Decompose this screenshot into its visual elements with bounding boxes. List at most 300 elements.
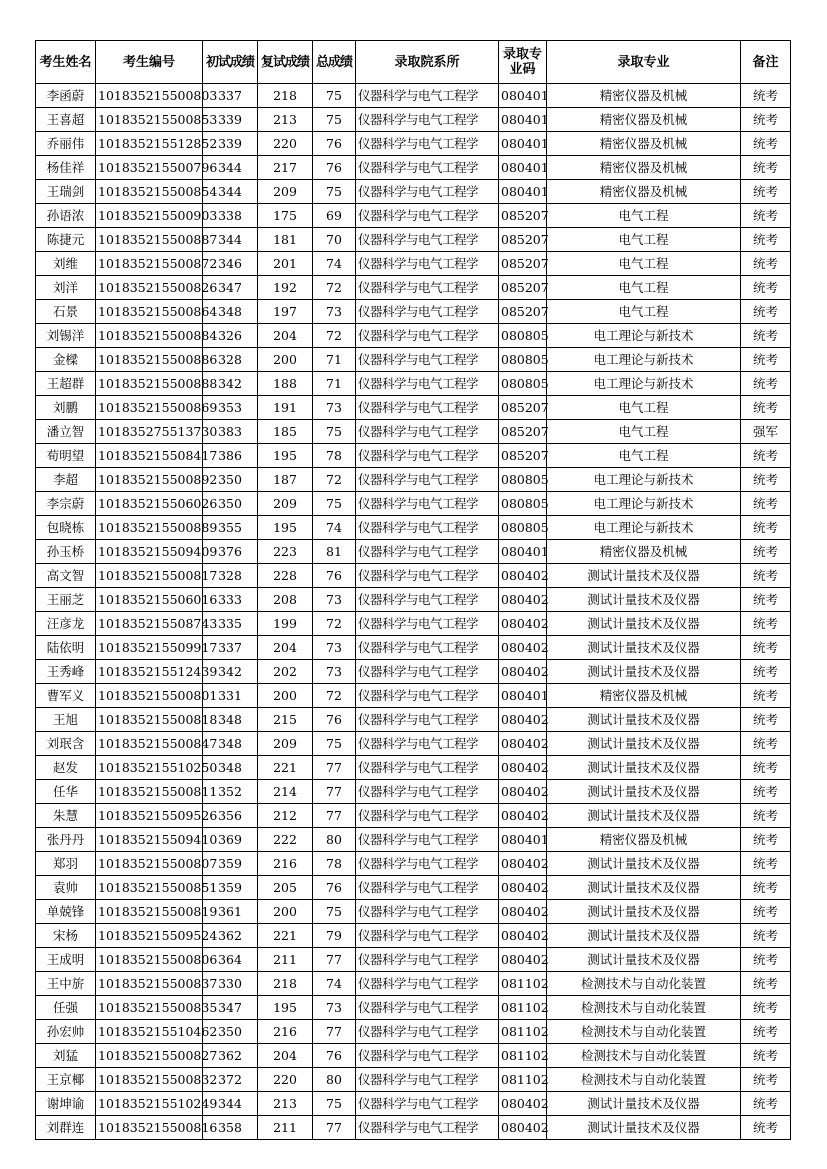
cell-department: 仪器科学与电气工程学 xyxy=(356,180,499,204)
cell-total-score: 78 xyxy=(313,444,356,468)
cell-major-code: 080401 xyxy=(499,684,547,708)
cell-initial-score: 344 xyxy=(203,228,258,252)
cell-department: 仪器科学与电气工程学 xyxy=(356,228,499,252)
cell-candidate-id: 101835215512439 xyxy=(96,660,203,684)
cell-initial-score: 350 xyxy=(203,1020,258,1044)
cell-retest-score: 228 xyxy=(258,564,313,588)
cell-initial-score: 348 xyxy=(203,756,258,780)
cell-retest-score: 185 xyxy=(258,420,313,444)
cell-name: 刘维 xyxy=(36,252,96,276)
cell-major-code: 080402 xyxy=(499,1116,547,1140)
cell-total-score: 72 xyxy=(313,612,356,636)
cell-major-code: 080805 xyxy=(499,348,547,372)
cell-retest-score: 218 xyxy=(258,84,313,108)
cell-initial-score: 362 xyxy=(203,924,258,948)
cell-major: 电气工程 xyxy=(547,396,741,420)
cell-candidate-id: 101835215500816 xyxy=(96,1116,203,1140)
cell-initial-score: 337 xyxy=(203,84,258,108)
cell-candidate-id: 101835215500854 xyxy=(96,180,203,204)
cell-candidate-id: 101835215500807 xyxy=(96,852,203,876)
cell-name: 曹军义 xyxy=(36,684,96,708)
cell-total-score: 77 xyxy=(313,948,356,972)
cell-department: 仪器科学与电气工程学 xyxy=(356,732,499,756)
table-row xyxy=(36,228,791,252)
table-row xyxy=(36,180,791,204)
cell-department: 仪器科学与电气工程学 xyxy=(356,132,499,156)
cell-name: 李超 xyxy=(36,468,96,492)
cell-candidate-id: 101835215500889 xyxy=(96,516,203,540)
cell-department: 仪器科学与电气工程学 xyxy=(356,276,499,300)
cell-candidate-id: 101835215500853 xyxy=(96,108,203,132)
cell-retest-score: 175 xyxy=(258,204,313,228)
cell-remark: 统考 xyxy=(741,708,791,732)
cell-major: 测试计量技术及仪器 xyxy=(547,588,741,612)
cell-remark: 统考 xyxy=(741,660,791,684)
cell-retest-score: 209 xyxy=(258,732,313,756)
cell-major: 电工理论与新技术 xyxy=(547,348,741,372)
cell-major-code: 080401 xyxy=(499,156,547,180)
cell-major: 测试计量技术及仪器 xyxy=(547,780,741,804)
cell-name: 刘洋 xyxy=(36,276,96,300)
cell-candidate-id: 101835215500803 xyxy=(96,84,203,108)
cell-retest-score: 217 xyxy=(258,156,313,180)
cell-department: 仪器科学与电气工程学 xyxy=(356,444,499,468)
cell-candidate-id: 101835215500884 xyxy=(96,324,203,348)
cell-department: 仪器科学与电气工程学 xyxy=(356,84,499,108)
cell-department: 仪器科学与电气工程学 xyxy=(356,1020,499,1044)
cell-remark: 统考 xyxy=(741,300,791,324)
cell-retest-score: 200 xyxy=(258,900,313,924)
cell-major: 电气工程 xyxy=(547,228,741,252)
cell-retest-score: 221 xyxy=(258,756,313,780)
cell-candidate-id: 101835275513730 xyxy=(96,420,203,444)
cell-initial-score: 362 xyxy=(203,1044,258,1068)
cell-candidate-id: 101835215500818 xyxy=(96,708,203,732)
cell-major-code: 080805 xyxy=(499,372,547,396)
cell-department: 仪器科学与电气工程学 xyxy=(356,1092,499,1116)
admission-table xyxy=(35,40,791,1140)
cell-name: 刘鹏 xyxy=(36,396,96,420)
cell-remark: 统考 xyxy=(741,900,791,924)
cell-total-score: 77 xyxy=(313,780,356,804)
cell-initial-score: 352 xyxy=(203,780,258,804)
cell-total-score: 75 xyxy=(313,108,356,132)
cell-retest-score: 204 xyxy=(258,1044,313,1068)
cell-initial-score: 386 xyxy=(203,444,258,468)
cell-major: 测试计量技术及仪器 xyxy=(547,636,741,660)
cell-candidate-id: 101835215512852 xyxy=(96,132,203,156)
cell-total-score: 76 xyxy=(313,564,356,588)
table-row xyxy=(36,156,791,180)
cell-initial-score: 355 xyxy=(203,516,258,540)
cell-total-score: 77 xyxy=(313,1020,356,1044)
cell-initial-score: 344 xyxy=(203,180,258,204)
cell-retest-score: 222 xyxy=(258,828,313,852)
cell-department: 仪器科学与电气工程学 xyxy=(356,396,499,420)
cell-retest-score: 191 xyxy=(258,396,313,420)
cell-candidate-id: 101835215500886 xyxy=(96,348,203,372)
cell-candidate-id: 101835215500872 xyxy=(96,252,203,276)
cell-candidate-id: 101835215509526 xyxy=(96,804,203,828)
cell-name: 郑羽 xyxy=(36,852,96,876)
cell-name: 杨佳祥 xyxy=(36,156,96,180)
cell-name: 李宗蔚 xyxy=(36,492,96,516)
table-row xyxy=(36,924,791,948)
cell-major: 测试计量技术及仪器 xyxy=(547,924,741,948)
cell-name: 刘猛 xyxy=(36,1044,96,1068)
cell-retest-score: 200 xyxy=(258,684,313,708)
cell-major-code: 080402 xyxy=(499,900,547,924)
cell-candidate-id: 101835215510249 xyxy=(96,1092,203,1116)
cell-name: 王成明 xyxy=(36,948,96,972)
cell-retest-score: 220 xyxy=(258,1068,313,1092)
cell-remark: 统考 xyxy=(741,252,791,276)
cell-initial-score: 338 xyxy=(203,204,258,228)
cell-major-code: 080401 xyxy=(499,180,547,204)
cell-major: 电气工程 xyxy=(547,444,741,468)
table-row xyxy=(36,756,791,780)
table-row xyxy=(36,684,791,708)
cell-department: 仪器科学与电气工程学 xyxy=(356,420,499,444)
cell-major: 精密仪器及机械 xyxy=(547,108,741,132)
cell-major: 精密仪器及机械 xyxy=(547,828,741,852)
cell-retest-score: 205 xyxy=(258,876,313,900)
cell-major-code: 081102 xyxy=(499,1068,547,1092)
cell-total-score: 70 xyxy=(313,228,356,252)
cell-total-score: 73 xyxy=(313,660,356,684)
cell-initial-score: 330 xyxy=(203,972,258,996)
cell-department: 仪器科学与电气工程学 xyxy=(356,1068,499,1092)
cell-initial-score: 326 xyxy=(203,324,258,348)
cell-total-score: 75 xyxy=(313,180,356,204)
table-row xyxy=(36,564,791,588)
cell-initial-score: 356 xyxy=(203,804,258,828)
cell-initial-score: 383 xyxy=(203,420,258,444)
cell-total-score: 73 xyxy=(313,996,356,1020)
cell-major-code: 080805 xyxy=(499,516,547,540)
table-row xyxy=(36,468,791,492)
cell-major: 测试计量技术及仪器 xyxy=(547,732,741,756)
cell-candidate-id: 101835215500887 xyxy=(96,228,203,252)
cell-initial-score: 359 xyxy=(203,876,258,900)
cell-candidate-id: 101835215509410 xyxy=(96,828,203,852)
cell-initial-score: 364 xyxy=(203,948,258,972)
cell-remark: 强军 xyxy=(741,420,791,444)
cell-candidate-id: 101835215500888 xyxy=(96,372,203,396)
cell-major-code: 080402 xyxy=(499,636,547,660)
cell-department: 仪器科学与电气工程学 xyxy=(356,948,499,972)
cell-total-score: 75 xyxy=(313,420,356,444)
cell-name: 潘立智 xyxy=(36,420,96,444)
cell-department: 仪器科学与电气工程学 xyxy=(356,372,499,396)
cell-major: 电工理论与新技术 xyxy=(547,516,741,540)
cell-remark: 统考 xyxy=(741,156,791,180)
cell-department: 仪器科学与电气工程学 xyxy=(356,804,499,828)
cell-department: 仪器科学与电气工程学 xyxy=(356,972,499,996)
cell-candidate-id: 101835215500806 xyxy=(96,948,203,972)
cell-name: 石景 xyxy=(36,300,96,324)
cell-major: 精密仪器及机械 xyxy=(547,180,741,204)
cell-candidate-id: 101835215500851 xyxy=(96,876,203,900)
cell-remark: 统考 xyxy=(741,180,791,204)
cell-total-score: 74 xyxy=(313,252,356,276)
cell-retest-score: 213 xyxy=(258,108,313,132)
cell-candidate-id: 101835215510462 xyxy=(96,1020,203,1044)
cell-major-code: 080401 xyxy=(499,828,547,852)
cell-major: 测试计量技术及仪器 xyxy=(547,876,741,900)
cell-remark: 统考 xyxy=(741,372,791,396)
cell-retest-score: 187 xyxy=(258,468,313,492)
cell-candidate-id: 101835215500892 xyxy=(96,468,203,492)
cell-major-code: 080402 xyxy=(499,924,547,948)
cell-remark: 统考 xyxy=(741,876,791,900)
cell-retest-score: 212 xyxy=(258,804,313,828)
cell-candidate-id: 101835215509409 xyxy=(96,540,203,564)
cell-name: 孙宏帅 xyxy=(36,1020,96,1044)
cell-remark: 统考 xyxy=(741,276,791,300)
cell-candidate-id: 101835215500832 xyxy=(96,1068,203,1092)
cell-major-code: 080402 xyxy=(499,732,547,756)
cell-total-score: 80 xyxy=(313,828,356,852)
cell-major: 测试计量技术及仪器 xyxy=(547,564,741,588)
cell-major: 测试计量技术及仪器 xyxy=(547,756,741,780)
cell-candidate-id: 101835215500864 xyxy=(96,300,203,324)
cell-major-code: 080401 xyxy=(499,540,547,564)
cell-total-score: 75 xyxy=(313,900,356,924)
cell-remark: 统考 xyxy=(741,636,791,660)
table-row xyxy=(36,660,791,684)
header-major: 录取专业 xyxy=(547,41,741,84)
cell-department: 仪器科学与电气工程学 xyxy=(356,348,499,372)
table-row xyxy=(36,708,791,732)
table-row xyxy=(36,876,791,900)
cell-name: 陆依明 xyxy=(36,636,96,660)
cell-name: 王超群 xyxy=(36,372,96,396)
cell-major: 检测技术与自动化装置 xyxy=(547,972,741,996)
cell-major: 电工理论与新技术 xyxy=(547,372,741,396)
table-row xyxy=(36,1020,791,1044)
cell-major: 精密仪器及机械 xyxy=(547,684,741,708)
cell-total-score: 77 xyxy=(313,804,356,828)
cell-department: 仪器科学与电气工程学 xyxy=(356,516,499,540)
cell-retest-score: 197 xyxy=(258,300,313,324)
cell-candidate-id: 101835215500847 xyxy=(96,732,203,756)
cell-name: 王秀峰 xyxy=(36,660,96,684)
cell-major: 电工理论与新技术 xyxy=(547,324,741,348)
table-row xyxy=(36,84,791,108)
cell-remark: 统考 xyxy=(741,396,791,420)
cell-initial-score: 348 xyxy=(203,708,258,732)
cell-retest-score: 195 xyxy=(258,996,313,1020)
cell-retest-score: 223 xyxy=(258,540,313,564)
cell-total-score: 76 xyxy=(313,708,356,732)
cell-name: 金樑 xyxy=(36,348,96,372)
cell-total-score: 76 xyxy=(313,156,356,180)
cell-name: 张丹丹 xyxy=(36,828,96,852)
cell-department: 仪器科学与电气工程学 xyxy=(356,204,499,228)
cell-department: 仪器科学与电气工程学 xyxy=(356,924,499,948)
table-row xyxy=(36,1044,791,1068)
table-row xyxy=(36,1092,791,1116)
cell-initial-score: 344 xyxy=(203,1092,258,1116)
cell-initial-score: 328 xyxy=(203,348,258,372)
cell-initial-score: 348 xyxy=(203,732,258,756)
cell-candidate-id: 101835215508417 xyxy=(96,444,203,468)
table-row xyxy=(36,948,791,972)
table-row xyxy=(36,132,791,156)
cell-remark: 统考 xyxy=(741,564,791,588)
cell-initial-score: 347 xyxy=(203,276,258,300)
cell-retest-score: 204 xyxy=(258,636,313,660)
header-retest-score: 复试成绩 xyxy=(258,41,313,84)
cell-candidate-id: 101835215509917 xyxy=(96,636,203,660)
cell-department: 仪器科学与电气工程学 xyxy=(356,900,499,924)
cell-major-code: 085207 xyxy=(499,444,547,468)
cell-remark: 统考 xyxy=(741,588,791,612)
cell-remark: 统考 xyxy=(741,444,791,468)
cell-major: 测试计量技术及仪器 xyxy=(547,948,741,972)
cell-name: 李函蔚 xyxy=(36,84,96,108)
cell-retest-score: 218 xyxy=(258,972,313,996)
cell-retest-score: 211 xyxy=(258,948,313,972)
cell-candidate-id: 101835215506016 xyxy=(96,588,203,612)
cell-name: 王中旂 xyxy=(36,972,96,996)
cell-name: 赵发 xyxy=(36,756,96,780)
cell-remark: 统考 xyxy=(741,516,791,540)
cell-remark: 统考 xyxy=(741,732,791,756)
table-row xyxy=(36,444,791,468)
cell-total-score: 77 xyxy=(313,756,356,780)
cell-initial-score: 342 xyxy=(203,660,258,684)
cell-retest-score: 201 xyxy=(258,252,313,276)
table-row xyxy=(36,996,791,1020)
cell-name: 刘锡洋 xyxy=(36,324,96,348)
cell-initial-score: 337 xyxy=(203,636,258,660)
cell-candidate-id: 101835215500869 xyxy=(96,396,203,420)
cell-major-code: 080805 xyxy=(499,468,547,492)
table-row xyxy=(36,372,791,396)
cell-retest-score: 188 xyxy=(258,372,313,396)
cell-total-score: 73 xyxy=(313,588,356,612)
cell-name: 刘群连 xyxy=(36,1116,96,1140)
cell-total-score: 75 xyxy=(313,492,356,516)
cell-major-code: 080402 xyxy=(499,804,547,828)
cell-initial-score: 339 xyxy=(203,132,258,156)
cell-major-code: 080402 xyxy=(499,780,547,804)
cell-retest-score: 208 xyxy=(258,588,313,612)
cell-department: 仪器科学与电气工程学 xyxy=(356,852,499,876)
cell-remark: 统考 xyxy=(741,684,791,708)
table-row xyxy=(36,612,791,636)
cell-remark: 统考 xyxy=(741,828,791,852)
cell-retest-score: 195 xyxy=(258,444,313,468)
table-body xyxy=(36,84,791,1140)
cell-major: 测试计量技术及仪器 xyxy=(547,804,741,828)
cell-candidate-id: 101835215500837 xyxy=(96,972,203,996)
cell-retest-score: 181 xyxy=(258,228,313,252)
cell-department: 仪器科学与电气工程学 xyxy=(356,492,499,516)
cell-department: 仪器科学与电气工程学 xyxy=(356,612,499,636)
cell-major-code: 080401 xyxy=(499,132,547,156)
cell-major-code: 085207 xyxy=(499,396,547,420)
cell-remark: 统考 xyxy=(741,540,791,564)
cell-major: 精密仪器及机械 xyxy=(547,84,741,108)
cell-retest-score: 200 xyxy=(258,348,313,372)
cell-candidate-id: 101835215508743 xyxy=(96,612,203,636)
cell-major: 精密仪器及机械 xyxy=(547,156,741,180)
cell-initial-score: 346 xyxy=(203,252,258,276)
cell-candidate-id: 101835215500819 xyxy=(96,900,203,924)
cell-major: 测试计量技术及仪器 xyxy=(547,900,741,924)
cell-department: 仪器科学与电气工程学 xyxy=(356,588,499,612)
cell-remark: 统考 xyxy=(741,780,791,804)
cell-candidate-id: 101835215500903 xyxy=(96,204,203,228)
header-initial-score: 初试成绩 xyxy=(203,41,258,84)
header-row xyxy=(36,41,791,84)
cell-remark: 统考 xyxy=(741,108,791,132)
cell-total-score: 72 xyxy=(313,324,356,348)
cell-major: 电气工程 xyxy=(547,276,741,300)
cell-total-score: 76 xyxy=(313,876,356,900)
cell-major: 测试计量技术及仪器 xyxy=(547,708,741,732)
cell-total-score: 75 xyxy=(313,1092,356,1116)
cell-total-score: 71 xyxy=(313,372,356,396)
cell-initial-score: 350 xyxy=(203,492,258,516)
cell-major: 检测技术与自动化装置 xyxy=(547,1020,741,1044)
cell-remark: 统考 xyxy=(741,1092,791,1116)
cell-remark: 统考 xyxy=(741,84,791,108)
cell-candidate-id: 101835215510250 xyxy=(96,756,203,780)
header-major-code: 录取专业码 xyxy=(499,41,547,84)
table-row xyxy=(36,588,791,612)
cell-department: 仪器科学与电气工程学 xyxy=(356,108,499,132)
cell-remark: 统考 xyxy=(741,756,791,780)
cell-remark: 统考 xyxy=(741,996,791,1020)
cell-name: 任华 xyxy=(36,780,96,804)
cell-name: 谢坤谕 xyxy=(36,1092,96,1116)
cell-initial-score: 376 xyxy=(203,540,258,564)
table-row xyxy=(36,252,791,276)
cell-name: 高文智 xyxy=(36,564,96,588)
cell-major-code: 080402 xyxy=(499,564,547,588)
table-row xyxy=(36,276,791,300)
table-row xyxy=(36,396,791,420)
cell-total-score: 73 xyxy=(313,636,356,660)
cell-department: 仪器科学与电气工程学 xyxy=(356,540,499,564)
cell-name: 王瑞剑 xyxy=(36,180,96,204)
cell-retest-score: 215 xyxy=(258,708,313,732)
cell-remark: 统考 xyxy=(741,468,791,492)
cell-retest-score: 211 xyxy=(258,1116,313,1140)
cell-retest-score: 221 xyxy=(258,924,313,948)
table-row xyxy=(36,804,791,828)
cell-initial-score: 359 xyxy=(203,852,258,876)
cell-major-code: 080402 xyxy=(499,588,547,612)
cell-department: 仪器科学与电气工程学 xyxy=(356,660,499,684)
table-row xyxy=(36,516,791,540)
cell-major: 精密仪器及机械 xyxy=(547,132,741,156)
cell-department: 仪器科学与电气工程学 xyxy=(356,708,499,732)
cell-major: 检测技术与自动化装置 xyxy=(547,1044,741,1068)
table-row xyxy=(36,636,791,660)
cell-name: 刘珉含 xyxy=(36,732,96,756)
cell-name: 汪彦龙 xyxy=(36,612,96,636)
cell-major-code: 080402 xyxy=(499,1092,547,1116)
cell-total-score: 73 xyxy=(313,300,356,324)
cell-initial-score: 361 xyxy=(203,900,258,924)
cell-total-score: 71 xyxy=(313,348,356,372)
cell-major-code: 080402 xyxy=(499,948,547,972)
